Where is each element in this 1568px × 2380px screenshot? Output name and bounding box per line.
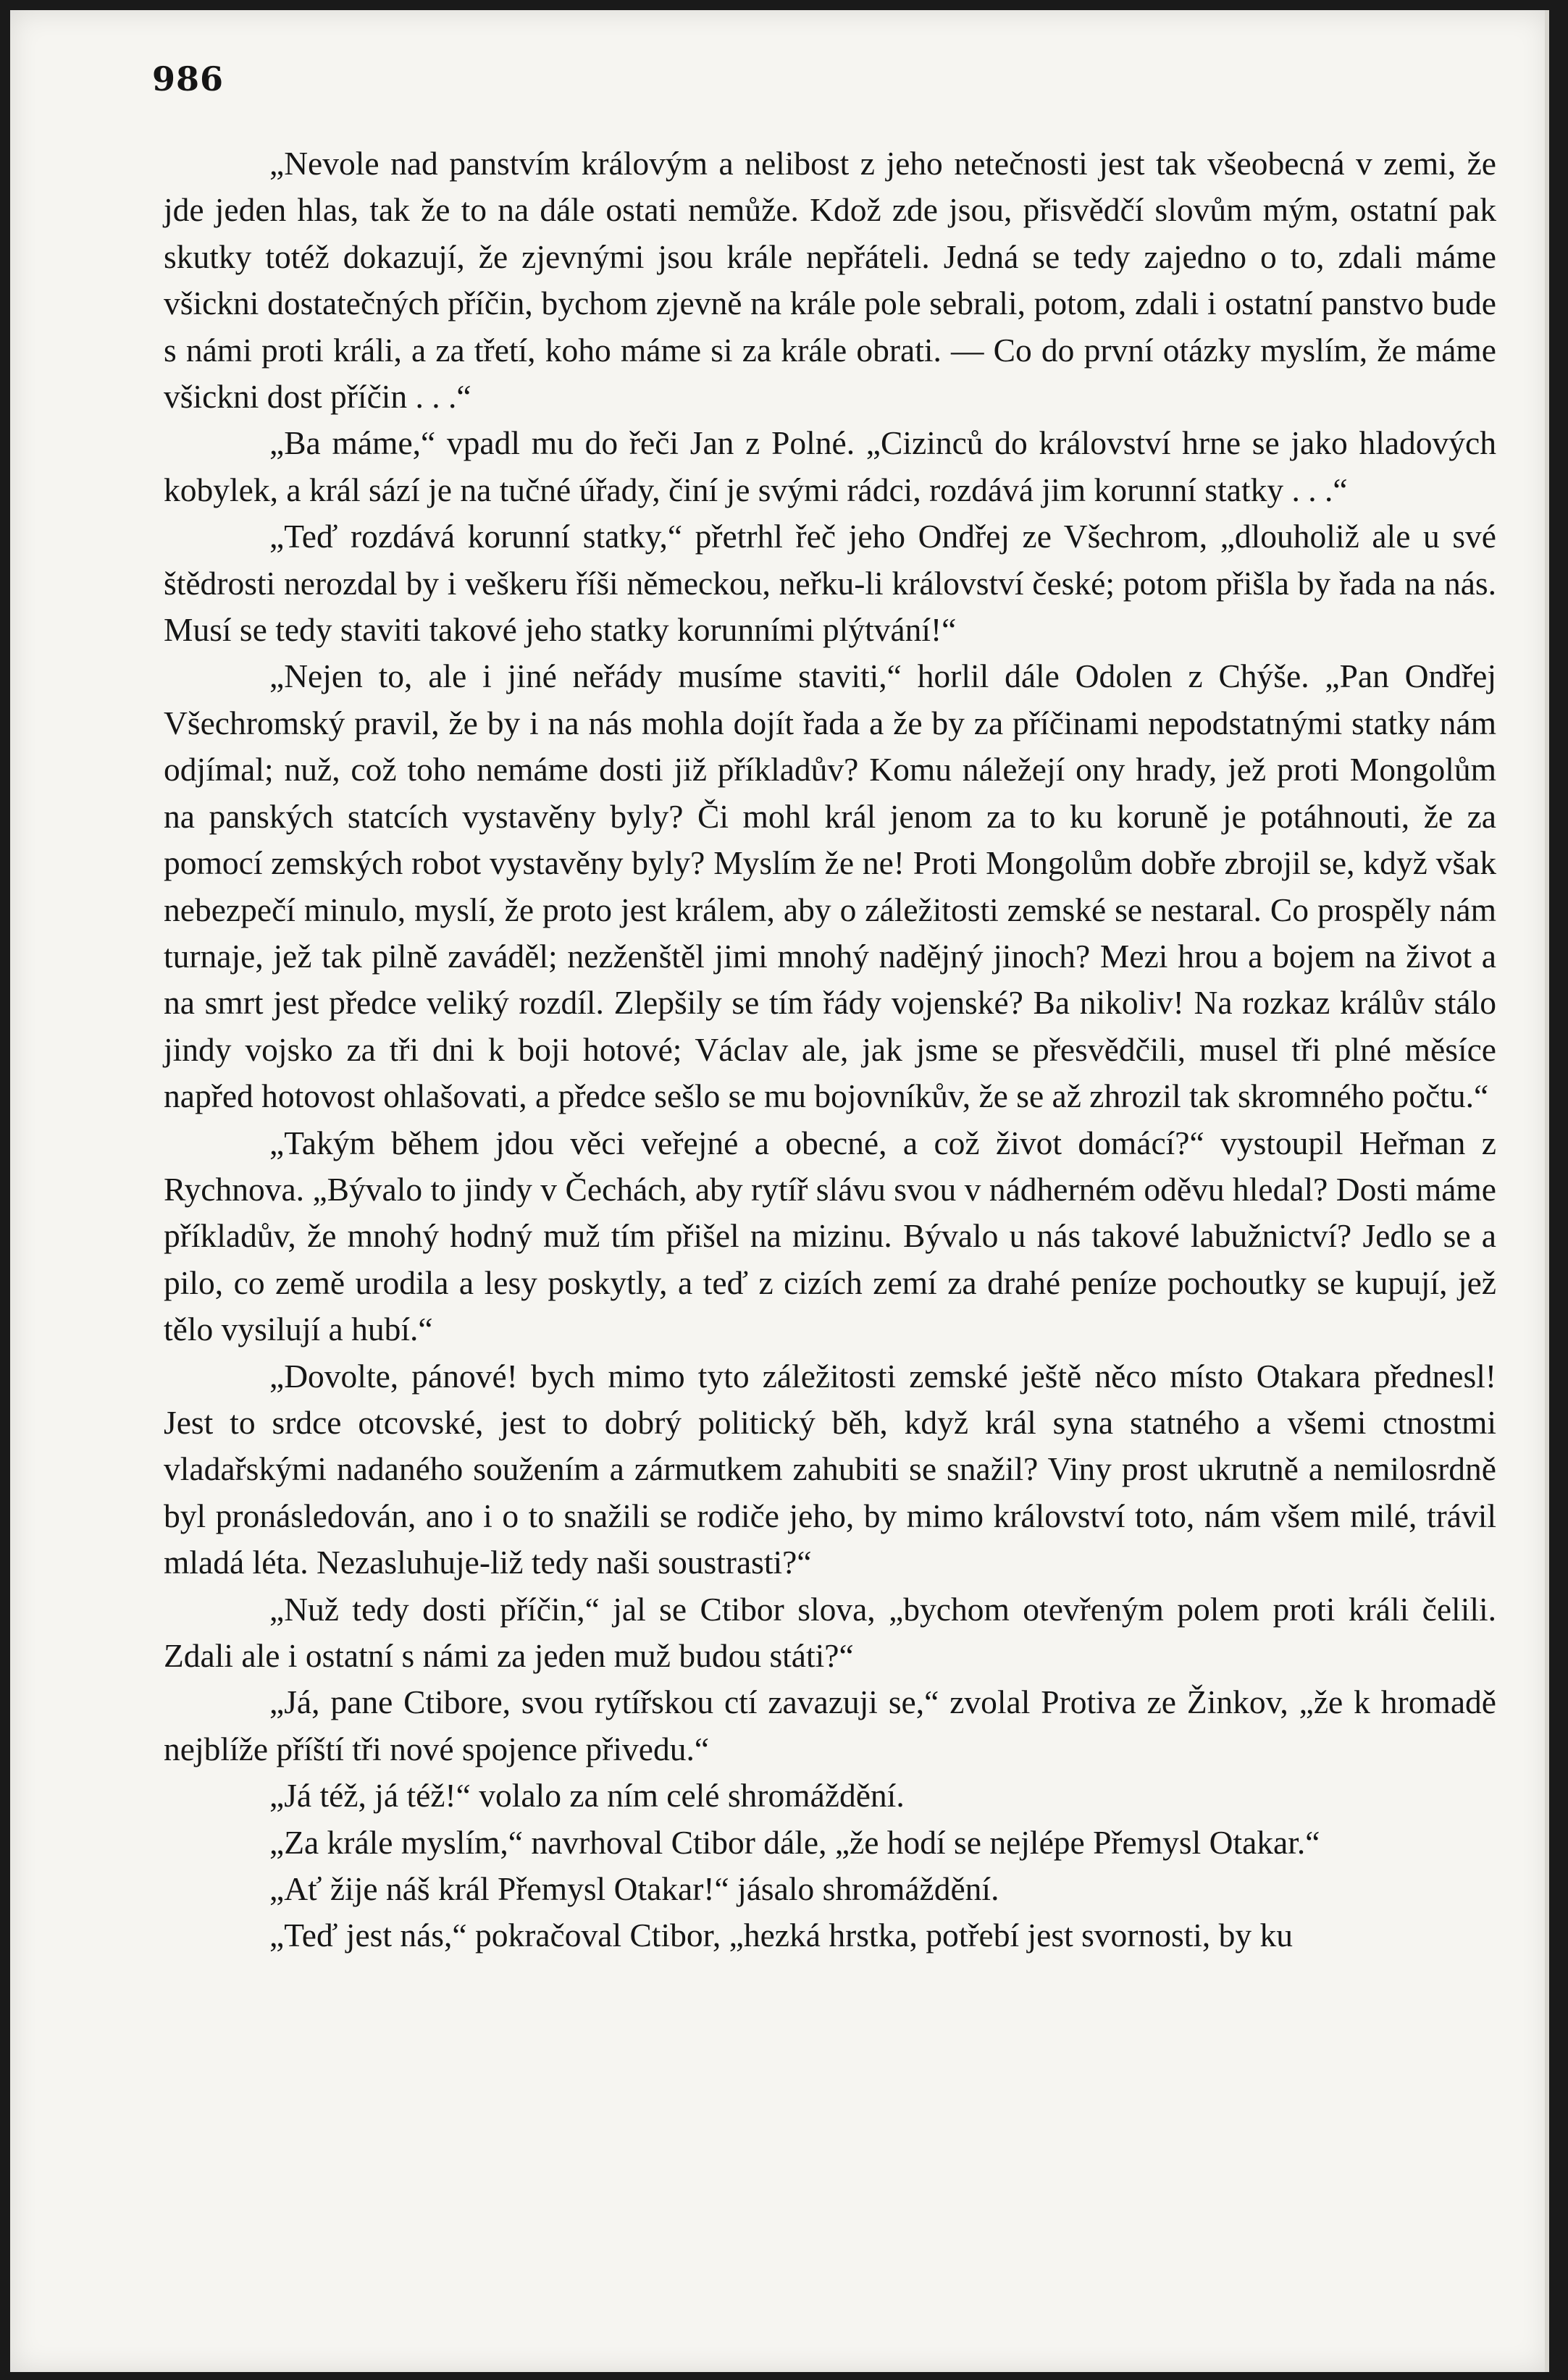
- paragraph: „Ba máme,“ vpadl mu do řeči Jan z Polné. „Cizinců do království hrne se jako hladových kobylek, a král sází je na tučné úřady, činí je svými rádci, rozdává jim korunní statky . . .“: [164, 424, 1496, 508]
- paragraph: „Ať žije náš král Přemysl Otakar!“ jásalo shromáždění.: [269, 1870, 999, 1908]
- paragraph: „Teď rozdává korunní statky,“ přetrhl řeč jeho Ondřej ze Všechrom, „dlouholiž ale u své štědrosti nerozdal by i veškeru říši německou, neřku-li království české; potom přišla by řada na nás. Musí se tedy staviti takové jeho statky korunními plýtvání!“: [164, 518, 1496, 649]
- paragraph: „Já, pane Ctibore, svou rytířskou ctí zavazuji se,“ zvolal Protiva ze Žinkov, „že k hromadě nejblíže příští tři nové spojence přivedu.“: [164, 1683, 1496, 1767]
- paragraph: „Takým během jdou věci veřejné a obecné, a což život domácí?“ vystoupil Heřman z Rychnova. „Bývalo to jindy v Čechách, aby rytíř slávu svou v nádherném oděvu hledal? Dosti máme příkladův, že mnohý hodný muž tím přišel na mizinu. Bývalo u nás takové labužnictví? Jedlo se a pilo, co země urodila a lesy poskytly, a teď z cizích zemí za drahé peníze pochoutky se kupují, jež tělo vysilují a hubí.“: [164, 1124, 1496, 1348]
- paragraph: „Nevole nad panstvím královým a nelibost z jeho netečnosti jest tak všeobecná v zemi, že jde jeden hlas, tak že to na dále ostati nemůže. Kdož zde jsou, přisvědčí slovům mým, ostatní pak skutky totéž dokazují, že zjevnými jsou krále nepřáteli. Jedná se tedy zajedno o to, zdali máme všickni dostatečných příčin, bychom zjevně na krále pole sebrali, potom, zdali i ostatní panstvo bude s námi proti králi, a za třetí, koho máme si za krále obrati. — Co do první otázky myslím, že máme všickni dost příčin . . .“: [164, 145, 1496, 416]
- paragraph: „Teď jest nás,“ pokračoval Ctibor, „hezká hrstka, potřebí jest svornosti, by ku: [269, 1917, 1294, 1954]
- paragraph: „Nuž tedy dosti příčin,“ jal se Ctibor slova, „bychom otevřeným polem proti králi čelili. Zdali ale i ostatní s námi za jeden muž budou státi?“: [164, 1590, 1496, 1674]
- paragraph: „Za krále myslím,“ navrhoval Ctibor dále, „že hodí se nejlépe Přemysl Otakar.“: [269, 1823, 1320, 1861]
- page-number: 986: [152, 59, 225, 98]
- book-page: [10, 10, 1549, 2372]
- body-text: [164, 140, 1496, 1959]
- paragraph: „Nejen to, ale i jiné neřády musíme staviti,“ horlil dále Odolen z Chýše. „Pan Ondřej Všechromský pravil, že by i na nás mohla dojít řada a že by za příčinami nepodstatnými statky nám odjímal; nuž, což toho nemáme dosti již příkladův? Komu náležejí ony hrady, jež proti Mongolům na panských statcích vystavěny byly? Či mohl král jenom za to ku koruně je potáhnouti, že za pomocí zemských robot vystavěny byly? Myslím že ne! Proti Mongolům dobře zbrojil se, když však nebezpečí minulo, myslí, že proto jest králem, aby o záležitosti zemské se nestaral. Co prospěly nám turnaje, jež tak pilně zaváděl; nezženštěl jimi mnohý nadějný jinoch? Mezi hrou a bojem na život a na smrt jest předce veliký rozdíl. Zlepšily se tím řády vojenské? Ba nikoliv! Na rozkaz králův stálo jindy vojsko za tři dni k boji hotové; Václav ale, jak jsme se přesvědčili, musel tři plné měsíce napřed hotovost ohlašovati, a předce sešlo se mu bojovníkův, že se až zhrozil tak skromného počtu.“: [164, 657, 1496, 1115]
- paragraph: „Já též, já též!“ volalo za ním celé shromáždění.: [269, 1777, 905, 1815]
- page-edge: [1545, 10, 1549, 2372]
- paragraph: „Dovolte, pánové! bych mimo tyto záležitosti zemské ještě něco místo Otakara přednesl! Jest to srdce otcovské, jest to dobrý politický běh, když král syna statného a všemi ctnostmi vladařskými nadaného soužením a zármutkem zahubiti se snažil? Viny prost ukrutně a nemilosrdně byl pronásledován, ano i o to snažili se rodiče jeho, by mimo království toto, nám všem milé, trávil mladá léta. Nezasluhuje-liž tedy naši soustrasti?“: [164, 1357, 1496, 1581]
